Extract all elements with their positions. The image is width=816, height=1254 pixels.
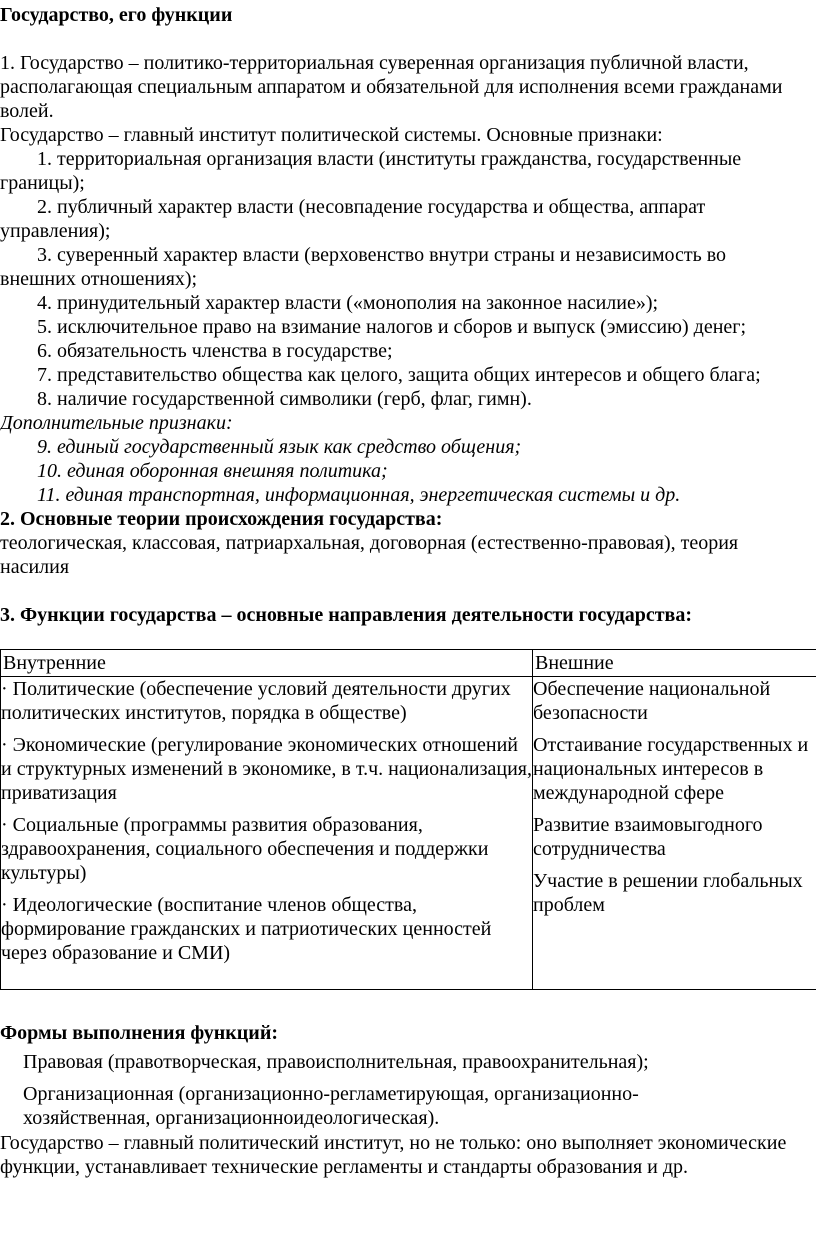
internal-functions-cell [1, 677, 533, 990]
table-row [1, 677, 816, 990]
list-item: 1. территориальная организация власти (институты гражданства, государственные границы); [0, 148, 742, 194]
list-item: 9. единый государственный язык как средство общения; [37, 436, 522, 458]
forms-title: Формы выполнения функций: [0, 1022, 279, 1044]
functions-title: 3. Функции государства – основные направления деятельности государства: [0, 604, 693, 626]
extra-features-title: Дополнительные признаки: [0, 412, 233, 434]
external-function-global: Участие в решении глобальных проблем [533, 870, 803, 916]
list-item: 6. обязательность членства в государстве; [37, 340, 393, 362]
header-external: Внешние [533, 650, 816, 677]
internal-function-social: · Социальные (программы развития образования, здравоохранения, социального обеспечения и поддержки культуры) [1, 814, 489, 884]
list-item: 7. представительство общества как целого, защита общих интересов и общего блага; [37, 364, 761, 386]
list-item: 2. публичный характер власти (несовпадение государства и общества, аппарат управления); [0, 196, 706, 242]
document-title: Государство, его функции [0, 4, 233, 26]
definition-paragraph: 1. Государство – политико-территориальная суверенная организация публичной власти, располагающая специальным аппаратом и обязательной для исполнения всеми гражданами волей. [0, 52, 783, 122]
external-function-cooperation: Развитие взаимовыгодного сотрудничества [533, 814, 763, 860]
list-item: 10. единая оборонная внешняя политика; [37, 460, 388, 482]
external-function-security: Обеспечение национальной безопасности [533, 678, 771, 724]
list-item: 5. исключительное право на взимание налогов и сборов и выпуск (эмиссию) денег; [37, 316, 747, 338]
list-item: 8. наличие государственной символики (герб, флаг, гимн). [37, 388, 532, 410]
external-function-interests: Отстаивание государственных и национальных интересов в международной сфере [533, 734, 809, 804]
list-item: Организационная (организационно-регламетирующая, организационно-хозяйственная, организационноидеологическая). [23, 1083, 639, 1129]
list-item: 3. суверенный характер власти (верховенство внутри страны и независимость во внешних отношениях); [0, 244, 727, 290]
list-item: 11. единая транспортная, информационная, энергетическая системы и др. [37, 484, 681, 506]
external-functions-cell [533, 677, 816, 990]
functions-table [0, 649, 816, 990]
theories-title: 2. Основные теории происхождения государства: [0, 508, 443, 530]
forms-list [0, 1050, 703, 1130]
list-item: Правовая (правотворческая, правоисполнительная, правоохранительная); [23, 1051, 649, 1073]
table-header-row [1, 650, 816, 677]
header-internal: Внутренние [1, 650, 533, 677]
conclusion-paragraph: Государство – главный политический институт, но не только: оно выполняет экономические функции, устанавливает технические регламенты и стандарты образования и др. [0, 1132, 787, 1178]
main-institute-paragraph: Государство – главный институт политической системы. Основные признаки: [0, 124, 663, 146]
internal-function-political: · Политические (обеспечение условий деятельности других политических институтов, порядка в обществе) [1, 678, 511, 724]
theories-text: теологическая, классовая, патриархальная, договорная (естественно-правовая), теория насилия [0, 532, 739, 578]
internal-function-ideological: · Идеологические (воспитание членов общества, формирование гражданских и патриотических ценностей через образование и СМИ) [1, 894, 492, 964]
internal-function-economic: · Экономические (регулирование экономических отношений и структурных изменений в экономике, в т.ч. национализация, приватизация [1, 734, 532, 804]
list-item: 4. принудительный характер власти («монополия на законное насилие»); [37, 292, 659, 314]
